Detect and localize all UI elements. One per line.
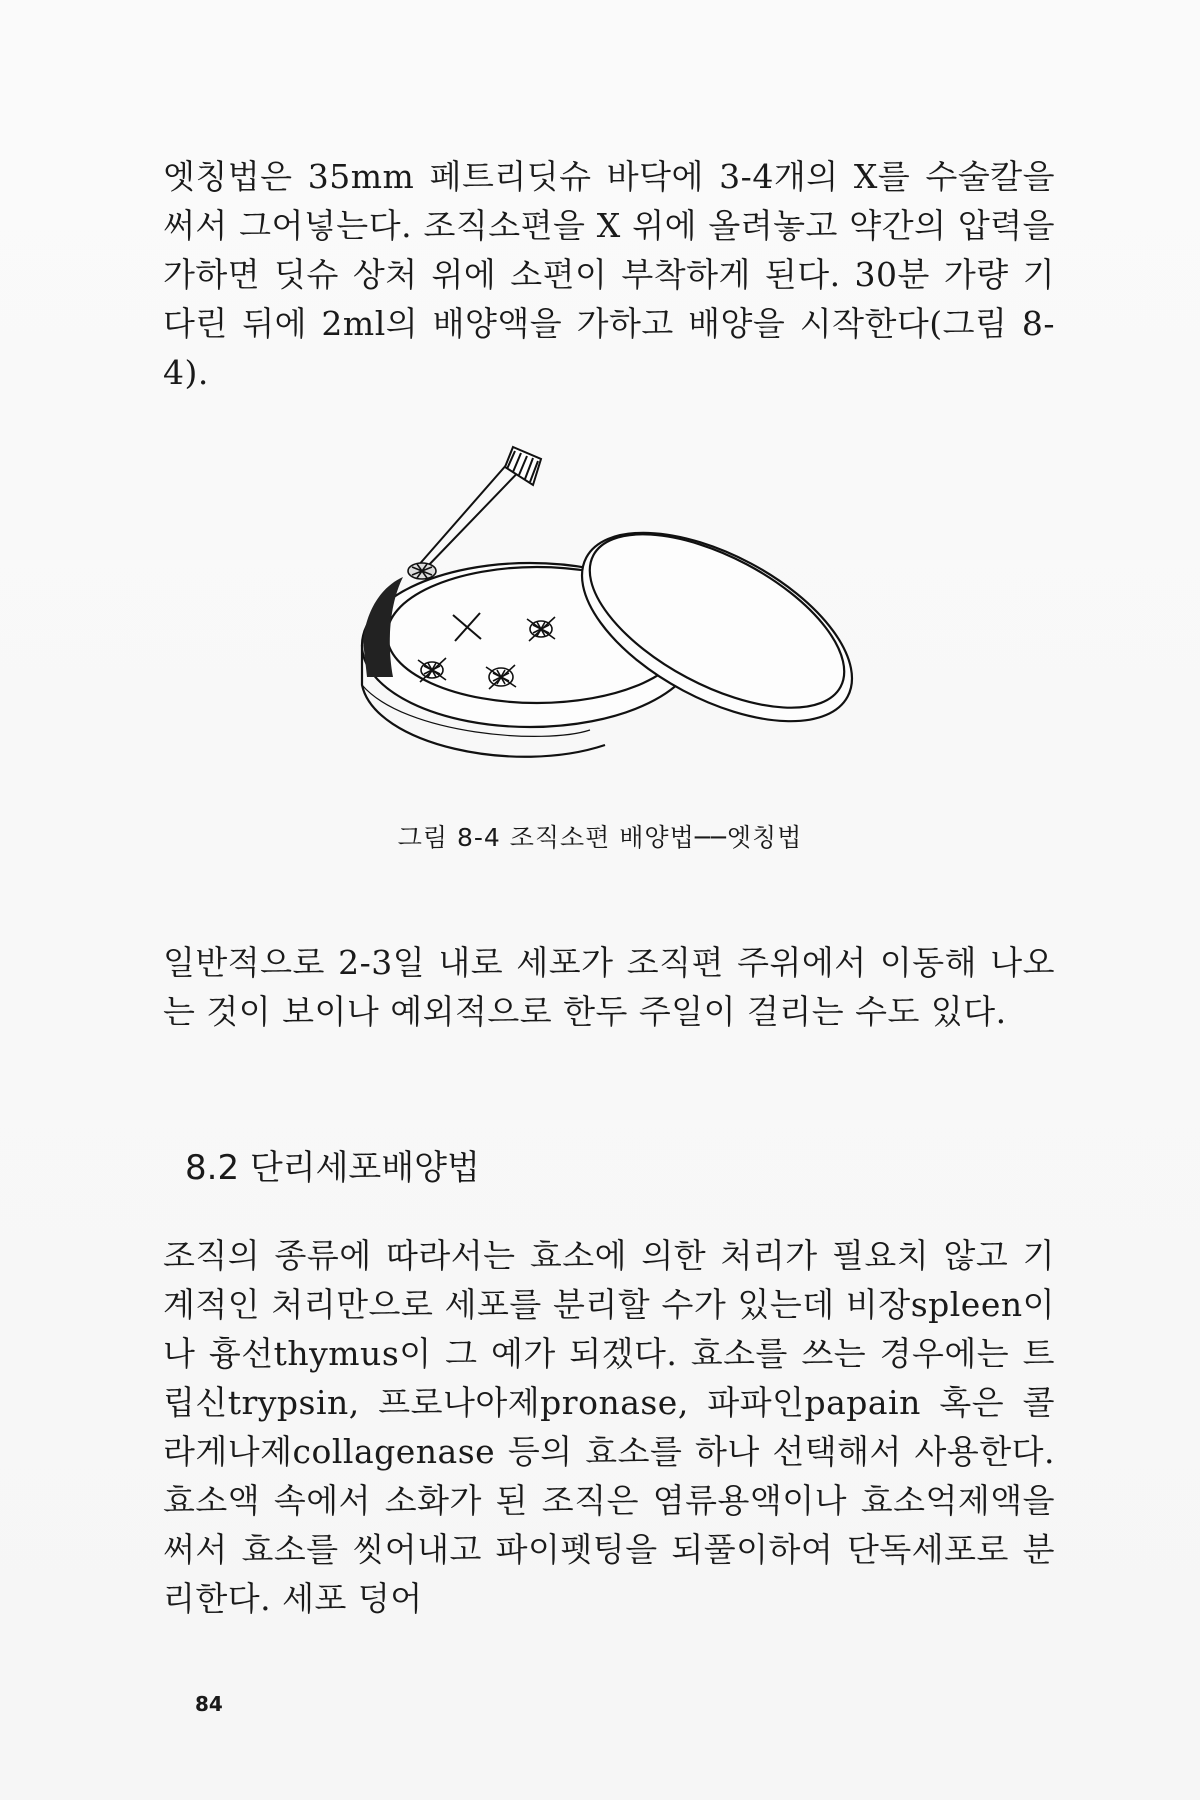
section-heading: 8.2 단리세포배양법 <box>185 1148 480 1188</box>
petri-dish-illustration <box>345 445 865 835</box>
body-paragraph: 일반적으로 2-3일 내로 세포가 조직편 주위에서 이동해 나오는 것이 보이나 예외적으로 한두 주일이 걸리는 수도 있다. <box>163 943 1055 1031</box>
forceps-icon <box>417 447 541 569</box>
body-paragraph: 엣칭법은 35mm 페트리딧슈 바닥에 3-4개의 X를 수술칼을 써서 그어넣는다. 조직소편을 X 위에 올려놓고 약간의 압력을 가하면 딧슈 상처 위에 소편이 부착하게 된다. 30분 가량 기다린 뒤에 2ml의 배양액을 가하고 배양을 시작한다(그림 8-4). <box>163 157 1055 392</box>
page-number: 84 <box>195 1692 223 1716</box>
body-paragraph: 조직의 종류에 따라서는 효소에 의한 처리가 필요치 않고 기계적인 처리만으로 세포를 분리할 수가 있는데 비장spleen이나 흉선thymus이 그 예가 되겠다. 효소를 쓰는 경우에는 트립신trypsin, 프로나아제pronase, 파파인papain 혹은 콜라게나제collagenase 등의 효소를 하나 선택해서 사용한다. 효소액 속에서 소화가 된 조직은 염류용액이나 효소억제액을 써서 효소를 씻어내고 파이펫팅을 되풀이하여 단독세포로 분리한다. 세포 덩어 <box>163 1236 1055 1618</box>
tissue-on-forceps <box>408 563 436 579</box>
figure-caption: 그림 8-4 조직소편 배양법──엣칭법 <box>397 823 803 852</box>
